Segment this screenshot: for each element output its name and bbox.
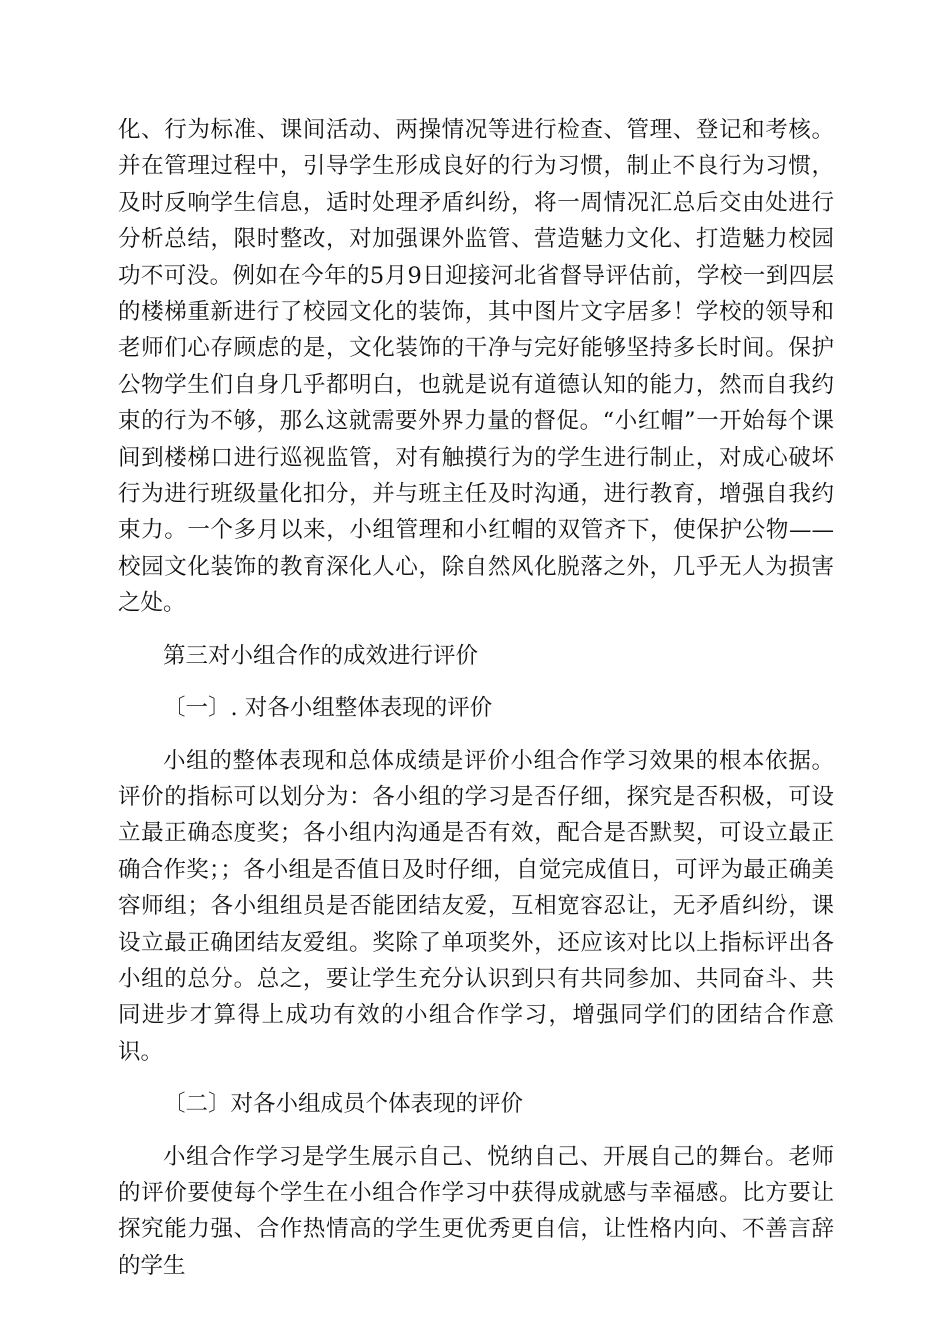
paragraph-gap [118,727,834,743]
body-paragraph: 小组合作学习是学生展示自己、悦纳自己、开展自己的舞台。老师的评价要使每个学生在小组合作学习中获得成就感与幸福感。比方要让探究能力强、合作热情高的学生更优秀更自信，让性格内向、不善言辞的学生 [118,1143,834,1279]
body-paragraph: 小组的整体表现和总体成绩是评价小组合作学习效果的根本依据。评价的指标可以划分为：各小组的学习是否仔细，探究是否积极，可设立最正确态度奖；各小组内沟通是否有效，配合是否默契，可设立最正确合作奖；；各小组是否值日及时仔细，自觉完成值日，可评为最正确美容师组；各小组组员是否能团结友爱，互相宽容忍让，无矛盾纠纷，课设立最正确团结友爱组。奖除了单项奖外，还应该对比以上指标评出各小组的总分。总之，要让学生充分认识到只有共同参加、共同奋斗、共同进步才算得上成功有效的小组合作学习，增强同学们的团结合作意识。 [118,747,834,1065]
paragraph-gap [118,674,834,690]
body-paragraph: 化、行为标准、课间活动、两操情况等进行检查、管理、登记和考核。并在管理过程中，引导学生形成良好的行为习惯，制止不良行为习惯，及时反响学生信息，适时处理矛盾纠纷，将一周情况汇总后交由处进行分析总结，限时整改，对加强课外监管、营造魅力文化、打造魅力校园功不可没。例如在今年的5月9日迎接河北省督导评估前，学校一到四层的楼梯重新进行了校园文化的装饰，其中图片文字居多！学校的领导和老师们心存顾虑的是，文化装饰的干净与完好能够坚持多长时间。保护公物学生们自身几乎都明白，也就是说有道德认知的能力，然而自我约束的行为不够，那么这就需要外界力量的督促。“小红帽”一开始每个课间到楼梯口进行巡视监管，对有触摸行为的学生进行制止，对成心破坏行为进行班级量化扣分，并与班主任及时沟通，进行教育，增强自我约束力。一个多月以来，小组管理和小红帽的双管齐下，使保护公物——校园文化装饰的教育深化人心，除自然风化脱落之外，几乎无人为损害之处。 [118,117,834,617]
subsection-heading: 〔二〕对各小组成员个体表现的评价 [163,1091,524,1118]
section-heading: 第三对小组合作的成效进行评价 [163,642,479,669]
document-page [118,112,834,1284]
paragraph-gap [118,1123,834,1139]
subsection-heading: 〔一〕. 对各小组整体表现的评价 [163,695,493,722]
paragraph-gap [118,622,834,638]
paragraph-gap [118,1070,834,1086]
